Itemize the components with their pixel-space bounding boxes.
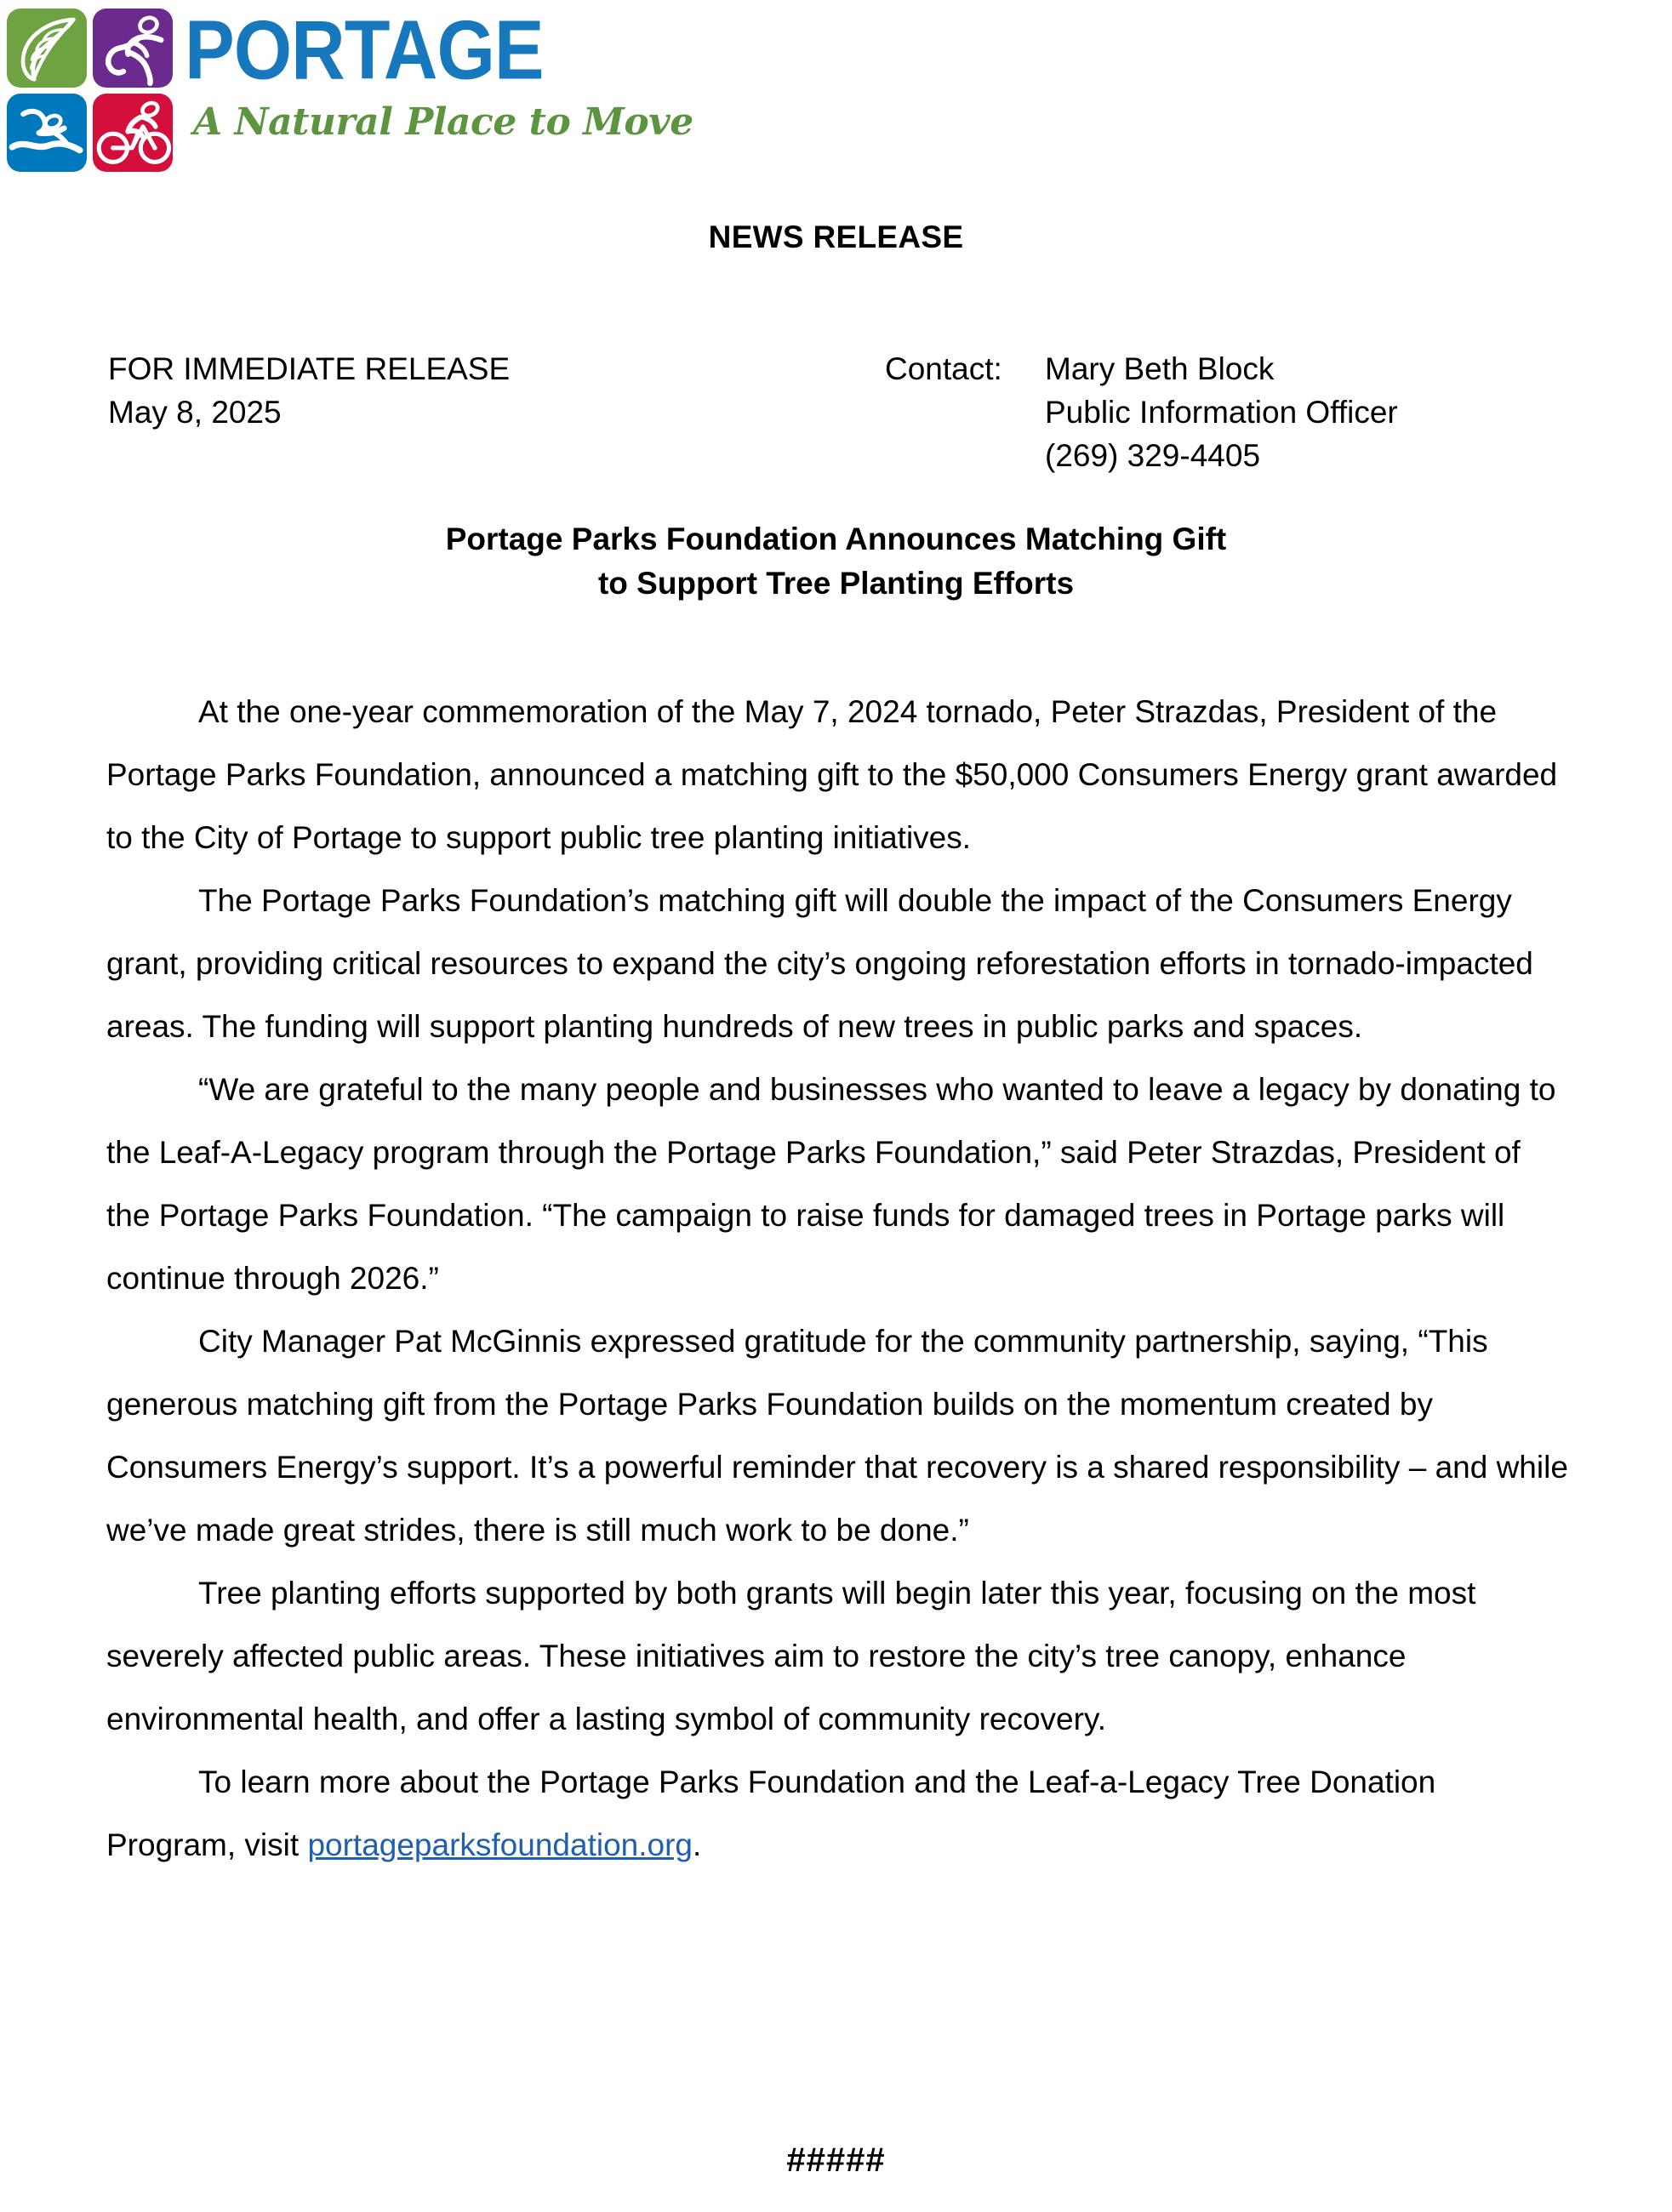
contact-values [1045,347,1398,477]
end-marks: ##### [786,2141,886,2179]
paragraph-1: At the one-year commemoration of the May 7, 2024 tornado, Peter Strazdas, President of the Portage Parks Foundation, announced a matching gift to the $50,000 Consumers Energy grant awarded to the City of Portage to support public tree planting initiatives. [106,694,1558,855]
paragraph-6 [106,1751,1570,1877]
contact-phone: (269) 329-4405 [1045,438,1261,473]
headline [0,517,1672,606]
final-paragraph-period: . [692,1827,702,1862]
final-paragraph-text: To learn more about the Portage Parks Foundation and the Leaf-a-Legacy Tree Donation Program, visit [106,1764,1436,1862]
cyclist-icon [93,94,173,173]
leaf-icon [7,9,87,88]
contact-block [885,347,1398,477]
runner-icon [93,9,173,88]
page-title: NEWS RELEASE [708,219,964,254]
release-status: FOR IMMEDIATE RELEASE [108,351,511,386]
release-status-block [108,347,510,434]
swimmer-icon [7,94,87,173]
contact-label: Contact: [885,351,1002,386]
release-date: May 8, 2025 [108,395,282,430]
headline-line-2: to Support Tree Planting Efforts [597,566,1075,601]
logo-icon-grid [7,9,173,172]
contact-name: Mary Beth Block [1045,351,1275,386]
paragraph-3: “We are grateful to the many people and businesses who wanted to leave a legacy by donating to the Leaf-A-Legacy program through the Portage Parks Foundation,” said Peter Strazdas, President of the Portage Parks Foundation. “The campaign to raise funds for damaged trees in Portage parks will continue through 2026.” [106,1072,1556,1296]
paragraph-4: City Manager Pat McGinnis expressed gratitude for the community partnership, saying, “This generous matching gift from the Portage Parks Foundation builds on the momentum created by Consumers Energy’s support. It’s a powerful reminder that recovery is a shared responsibility – and while we’ve made great strides, there is still much work to be done.” [106,1324,1568,1548]
brand-tagline: A Natural Place to Move [193,100,693,144]
paragraph-5: Tree planting efforts supported by both grants will begin later this year, focusing on the most severely affected public areas. These initiatives aim to restore the city’s tree canopy, enhance environmental health, and offer a lasting symbol of community recovery. [106,1576,1476,1736]
paragraph-2: The Portage Parks Foundation’s matching gift will double the impact of the Consumers Energy grant, providing critical resources to expand the city’s ongoing reforestation efforts in tornado-impacted areas. The funding will support planting hundreds of new trees in public parks and spaces. [106,883,1533,1044]
body-copy [106,681,1570,1877]
headline-line-1: Portage Parks Foundation Announces Matching Gift [445,522,1227,556]
logo-wordmark [185,3,693,144]
contact-role: Public Information Officer [1045,395,1398,430]
portage-parks-foundation-link[interactable]: portageparksfoundation.org [307,1827,693,1862]
portage-logo [7,3,693,172]
brand-name: PORTAGE [185,3,544,97]
